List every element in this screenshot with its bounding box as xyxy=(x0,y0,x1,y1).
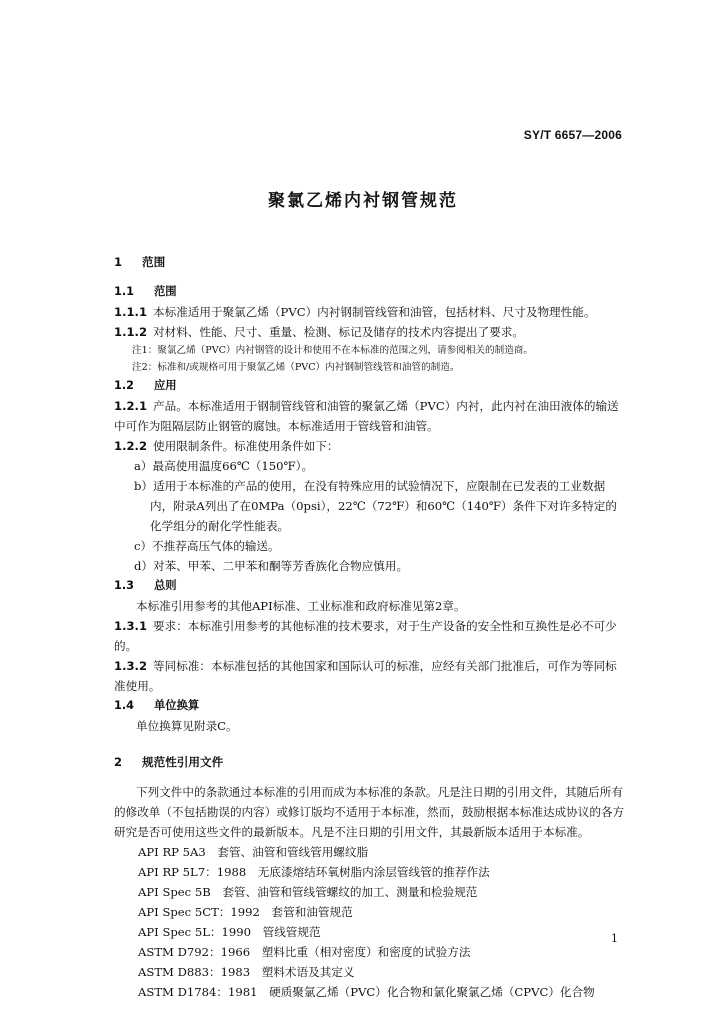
section-1-4-text: 单位换算见附录C。 xyxy=(136,719,238,733)
clause-number: 1.3.1 xyxy=(114,619,148,633)
list-item-b: b）适用于本标准的产品的使用，在没有特殊应用的试验情况下，应限制在已发表的工业数据内，附录A列出了在0MPa（0psi），22℃（72℉）和60℃（140℉）条件下对许多特定的化学组分的耐化学性能表。 xyxy=(134,479,617,533)
normative-references-list xyxy=(114,842,626,1002)
page-number: 1 xyxy=(611,932,618,945)
section-number: 1.2 xyxy=(114,379,135,392)
section-title: 单位换算 xyxy=(154,699,200,712)
section-1-heading xyxy=(114,252,626,272)
list-item-a: a）最高使用温度66℃（150℉）。 xyxy=(134,459,314,473)
clause-number: 1.1.2 xyxy=(114,325,148,339)
reference-item: API RP 5L7：1988 无底漆熔结环氧树脂内涂层管线管的推荐作法 xyxy=(138,865,490,879)
clause-number: 1.2.2 xyxy=(114,439,148,453)
section-1-4-heading xyxy=(114,696,626,716)
usage-conditions-list xyxy=(114,456,626,576)
clause-text: 要求：本标准引用参考的其他标准的技术要求，对于生产设备的安全性和互换性是必不可少的。 xyxy=(114,619,617,653)
clause-number: 1.3.2 xyxy=(114,659,148,673)
section-number: 1.4 xyxy=(114,699,135,712)
clause-1-2-2 xyxy=(114,436,626,456)
section-2-text: 下列文件中的条款通过本标准的引用而成为本标准的条款。凡是注日期的引用文件，其随后所有的修改单（不包括勘误的内容）或修订版均不适用于本标准，然而，鼓励根据本标准达成协议的各方研究是否可使用这些文件的最新版本。凡是不注日期的引用文件，其最新版本适用于本标准。 xyxy=(114,785,625,839)
clause-1-1-1 xyxy=(114,302,626,322)
section-title: 总则 xyxy=(154,579,177,592)
reference-item: ASTM D1784：1981 硬质聚氯乙烯（PVC）化合物和氯化聚氯乙烯（CPVC）化合物 xyxy=(138,985,595,999)
section-1-3-text: 本标准引用参考的其他API标准、工业标准和政府标准见第2章。 xyxy=(136,599,466,613)
reference-item: API Spec 5B 套管、油管和管线管螺纹的加工、测量和检验规范 xyxy=(138,885,478,899)
clause-number: 1.2.1 xyxy=(114,399,148,413)
document-body xyxy=(114,252,626,1002)
clause-text: 等同标准：本标准包括的其他国家和国际认可的标准，应经有关部门批准后，可作为等同标准使用。 xyxy=(114,659,617,693)
note-2: 注2：标准和/或规格可用于聚氯乙烯（PVC）内衬钢制管线管和油管的制造。 xyxy=(132,362,460,373)
clause-1-2-1 xyxy=(114,396,626,436)
reference-item: ASTM D883：1983 塑料术语及其定义 xyxy=(138,965,355,979)
clause-text: 本标准适用于聚氯乙烯（PVC）内衬钢制管线管和油管，包括材料、尺寸及物理性能。 xyxy=(153,305,596,319)
section-number: 1.1 xyxy=(114,285,135,298)
section-number: 1 xyxy=(114,255,123,269)
section-title: 范围 xyxy=(142,255,166,269)
clause-1-3-2 xyxy=(114,656,626,696)
section-number: 2 xyxy=(114,755,123,769)
reference-item: API Spec 5L：1990 管线管规范 xyxy=(138,925,321,939)
reference-item: ASTM D792：1966 塑料比重（相对密度）和密度的试验方法 xyxy=(138,945,471,959)
clause-1-3-1 xyxy=(114,616,626,656)
list-item-c: c）不推荐高压气体的输送。 xyxy=(134,539,280,553)
section-1-2-heading xyxy=(114,376,626,396)
clause-text: 产品。本标准适用于钢制管线管和油管的聚氯乙烯（PVC）内衬，此内衬在油田液体的输送中可作为阻隔层防止钢管的腐蚀。本标准适用于管线管和油管。 xyxy=(114,399,619,433)
document-title: 聚氯乙烯内衬钢管规范 xyxy=(268,191,458,211)
section-2-heading xyxy=(114,752,626,772)
section-number: 1.3 xyxy=(114,579,135,592)
clause-number: 1.1.1 xyxy=(114,305,148,319)
clause-text: 对材料、性能、尺寸、重量、检测、标记及储存的技术内容提出了要求。 xyxy=(153,325,525,339)
standard-code: SY/T 6657—2006 xyxy=(523,128,622,142)
reference-item: API Spec 5CT：1992 套管和油管规范 xyxy=(138,905,353,919)
section-1-1-heading xyxy=(114,282,626,302)
reference-item: API RP 5A3 套管、油管和管线管用螺纹脂 xyxy=(138,845,369,859)
section-title: 范围 xyxy=(154,285,177,298)
note-1: 注1：聚氯乙烯（PVC）内衬钢管的设计和使用不在本标准的范围之列，请参阅相关的制造商。 xyxy=(132,345,533,356)
clause-text: 使用限制条件。标准使用条件如下： xyxy=(153,439,339,453)
section-title: 规范性引用文件 xyxy=(142,755,224,769)
clause-1-1-2 xyxy=(114,322,626,342)
section-title: 应用 xyxy=(154,379,177,392)
section-1-3-heading xyxy=(114,576,626,596)
list-item-d: d）对苯、甲苯、二甲苯和酮等芳香族化合物应慎用。 xyxy=(134,559,409,573)
